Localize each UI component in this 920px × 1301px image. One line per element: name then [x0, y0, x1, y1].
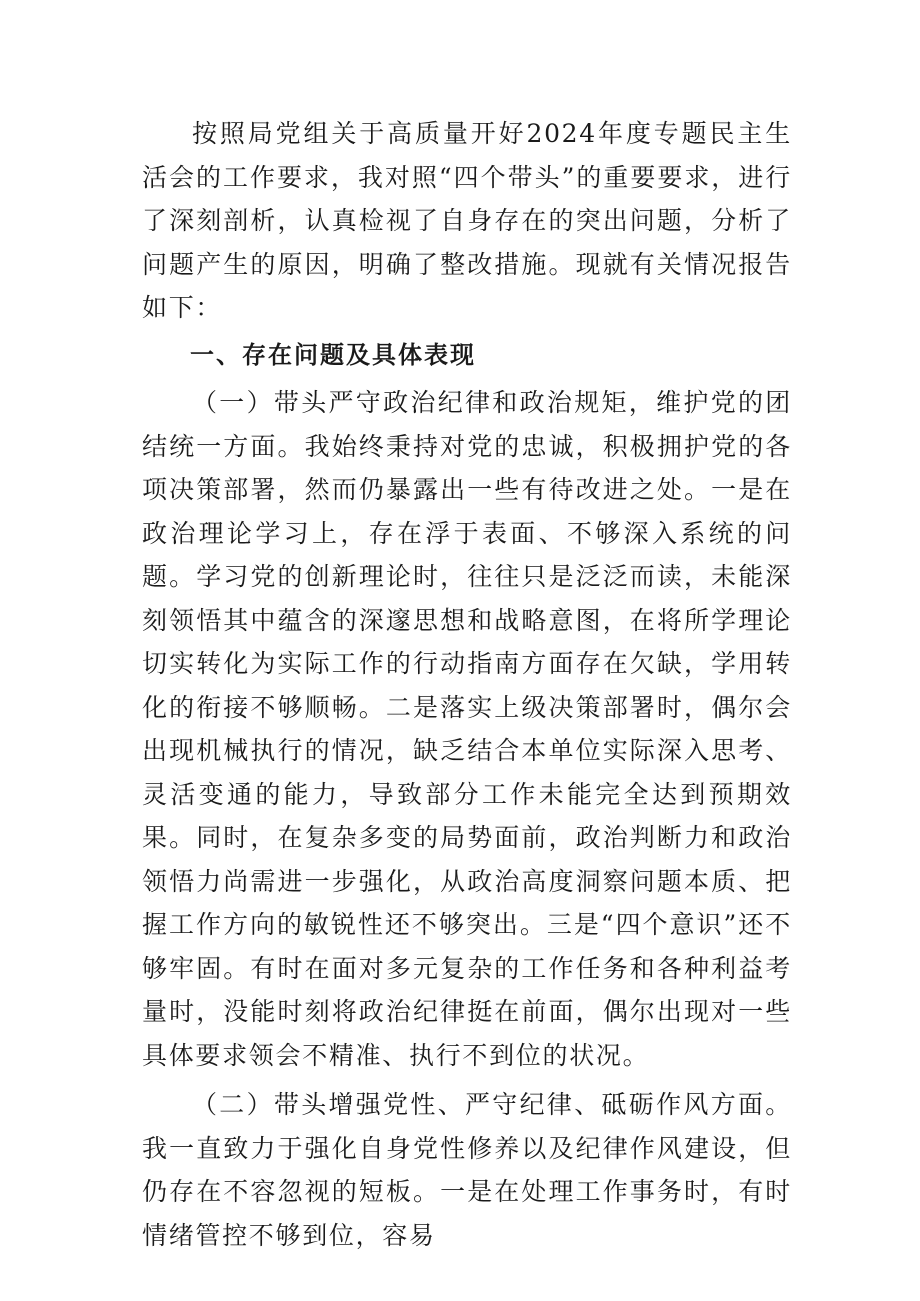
item-2-paragraph: （二）带头增强党性、严守纪律、砥砺作风方面。我一直致力于强化自身党性修养以及纪律作风建设，但仍存在不容忽视的短板。一是在处理工作事务时，有时情绪管控不够到位，容易	[142, 1090, 792, 1250]
document-body	[142, 112, 792, 1257]
item-1-paragraph: （一）带头严守政治纪律和政治规矩，维护党的团结统一方面。我始终秉持对党的忠诚，积极拥护党的各项决策部署，然而仍暴露出一些有待改进之处。一是在政治理论学习上，存在浮于表面、不够深入系统的问题。学习党的创新理论时，往往只是泛泛而读，未能深刻领悟其中蕴含的深邃思想和战略意图，在将所学理论切实转化为实际工作的行动指南方面存在欠缺，学用转化的衔接不够顺畅。二是落实上级决策部署时，偶尔会出现机械执行的情况，缺乏结合本单位实际深入思考、灵活变通的能力，导致部分工作未能完全达到预期效果。同时，在复杂多变的局势面前，政治判断力和政治领悟力尚需进一步强化，从政治高度洞察问题本质、把握工作方向的敏锐性还不够突出。三是“四个意识”还不够牢固。有时在面对多元复杂的工作任务和各种利益考量时，没能时刻将政治纪律挺在前面，偶尔出现对一些具体要求领会不精准、执行不到位的状况。	[142, 388, 792, 1070]
section-heading-problems: 一、存在问题及具体表现	[190, 340, 476, 369]
intro-paragraph: 按照局党组关于高质量开好2024年度专题民主生活会的工作要求，我对照“四个带头”的重要要求，进行了深刻剖析，认真检视了自身存在的突出问题，分析了问题产生的原因，明确了整改措施。现就有关情况报告如下：	[142, 119, 792, 322]
